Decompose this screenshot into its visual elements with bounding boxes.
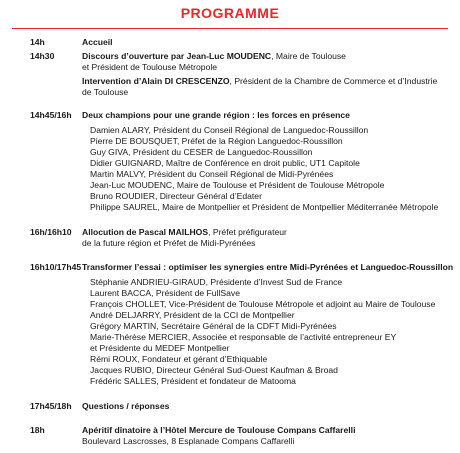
time-slot: 14h xyxy=(30,37,45,47)
program-line: de Toulouse xyxy=(82,87,129,97)
time-slot: 14h45/16h xyxy=(30,110,72,120)
program-line: Questions / réponses xyxy=(82,401,170,411)
program-line: Apéritif dînatoire à l’Hôtel Mercure de Toulouse Compans Caffarelli xyxy=(82,425,356,435)
speaker-line: Marie-Thérèse MERCIER, Associée et responsable de l’activité entrepreneur EY xyxy=(90,332,397,342)
program-line: Boulevard Lascrosses, 8 Esplanade Compans Caffarelli xyxy=(82,436,295,446)
time-slot: 17h45/18h xyxy=(30,401,72,411)
speaker-line: Bruno ROUDIER, Directeur Général d’Edater xyxy=(90,191,262,201)
speaker-line: Grégory MARTIN, Secrétaire Général de la CDFT Midi-Pyrénées xyxy=(90,321,337,331)
program-line: Deux champions pour une grande région : les forces en présence xyxy=(82,110,350,120)
speaker-line: Jacques RUBIO, Directeur Général Sud-Ouest Kaufman & Broad xyxy=(90,365,338,375)
program-line: Allocution de Pascal MAILHOS, Préfet préfigurateur xyxy=(82,227,287,237)
speaker-line: Laurent BACCA, Président de FullSave xyxy=(90,288,240,298)
speaker-line: et Présidente du MEDEF Montpellier xyxy=(90,343,230,353)
title-divider xyxy=(12,28,448,29)
program-line: Accueil xyxy=(82,37,113,47)
speaker-line: Rémi ROUX, Fondateur et gérant d’Ethiquable xyxy=(90,354,268,364)
program-line: Transformer l’essai : optimiser les synergies entre Midi-Pyrénées et Languedoc-Roussillon xyxy=(82,262,454,272)
speaker-line: Didier GUIGNARD, Maître de Conférence en droit public, UT1 Capitole xyxy=(90,158,360,168)
time-slot: 18h xyxy=(30,425,45,435)
speaker-line: Jean-Luc MOUDENC, Maire de Toulouse et Président de Toulouse Métropole xyxy=(90,180,385,190)
program-line: de la future région et Préfet de Midi-Pyrénées xyxy=(82,238,256,248)
speaker-line: Martin MALVY, Président du Conseil Régional de Midi-Pyrénées xyxy=(90,169,334,179)
speaker-line: François CHOLLET, Vice-Président de Toulouse Métropole et adjoint au Maire de Toulouse xyxy=(90,299,436,309)
speaker-line: Frédéric SALLES, Président et fondateur de Matooma xyxy=(90,376,296,386)
time-slot: 14h30 xyxy=(30,51,55,61)
time-slot: 16h/16h10 xyxy=(30,227,72,237)
program-line: et Président de Toulouse Métropole xyxy=(82,62,218,72)
speaker-line: Pierre DE BOUSQUET, Préfet de la Région Languedoc-Roussillon xyxy=(90,136,343,146)
speaker-line: André DELJARRY, Président de la CCI de Montpellier xyxy=(90,310,295,320)
speaker-line: Philippe SAUREL, Maire de Montpellier et Président de Montpellier Méditerranée Métropole xyxy=(90,202,439,212)
program-line: Discours d’ouverture par Jean-Luc MOUDENC, Maire de Toulouse xyxy=(82,51,346,61)
speaker-line: Guy GIVA, Président du CESER de Languedoc-Roussillon xyxy=(90,147,313,157)
time-slot: 16h10/17h45 xyxy=(30,262,82,272)
program-line: Intervention d’Alain DI CRESCENZO, Président de la Chambre de Commerce et d’Industrie xyxy=(82,76,438,86)
speaker-line: Damien ALARY, Président du Conseil Régional de Languedoc-Roussillon xyxy=(90,125,369,135)
page-title: PROGRAMME xyxy=(180,5,280,21)
speaker-line: Stéphanie ANDRIEU-GIRAUD, Présidente d’Invest Sud de France xyxy=(90,277,343,287)
